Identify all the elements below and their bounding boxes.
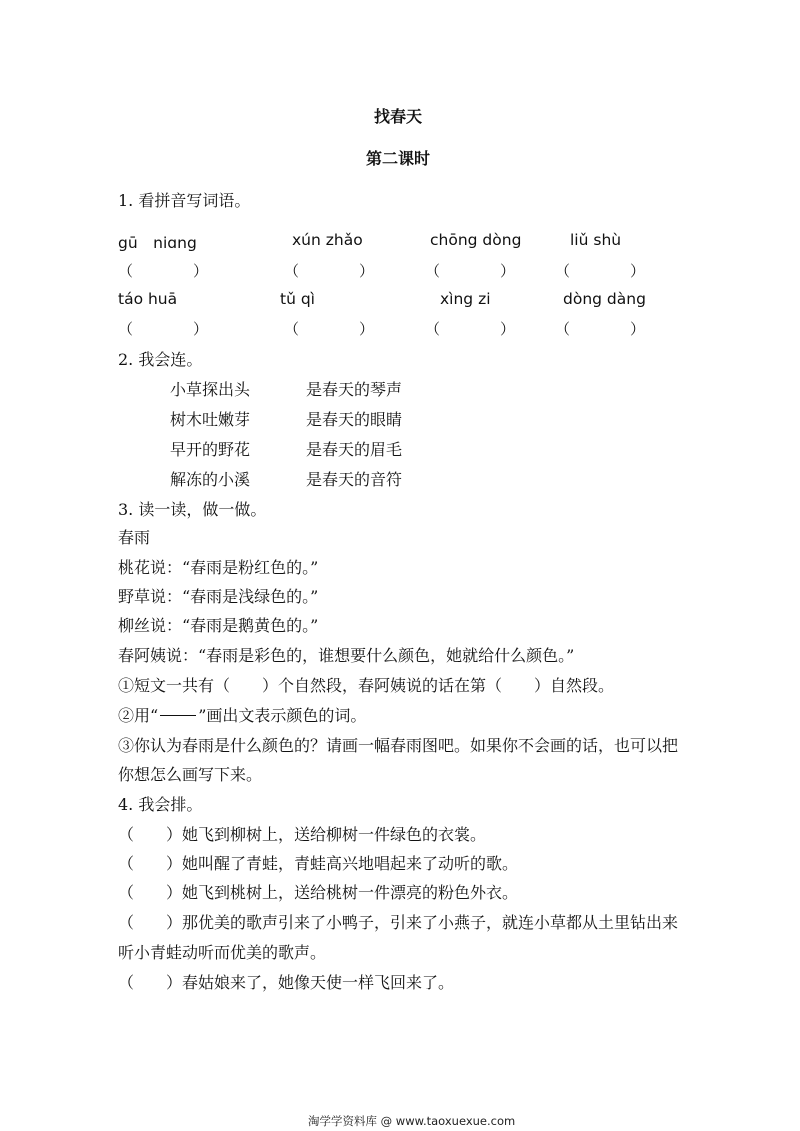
answer-blank-3[interactable]: （ ） [425,262,516,280]
match-right-2[interactable]: 是春天的眼睛 [306,410,403,429]
order-item-1[interactable]: （ ）她飞到柳树上，送给柳树一件绿色的衣裳。 [118,825,487,844]
pinyin-4: liǔ shù [570,231,622,249]
order-item-4[interactable]: （ ）那优美的歌声引来了小鸭子，引来了小燕子，就连小草都从土里钻出来 [118,913,679,932]
match-left-3[interactable]: 早开的野花 [170,440,251,459]
match-left-1[interactable]: 小草探出头 [170,380,251,399]
answer-blank-5[interactable]: （ ） [118,320,209,338]
answer-blank-6[interactable]: （ ） [284,320,375,338]
order-item-2[interactable]: （ ）她叫醒了青蛙，青蛙高兴地唱起来了动听的歌。 [118,854,519,873]
lesson-subtitle: 第二课时 [366,149,431,168]
passage-line-4: 春阿姨说：“春雨是彩色的，谁想要什么颜色，她就给什么颜色。” [118,646,575,665]
answer-blank-1[interactable]: （ ） [118,262,209,280]
order-item-4-continued: 听小青蛙动听而优美的歌声。 [118,943,327,962]
order-item-5[interactable]: （ ）春姑娘来了，她像天使一样飞回来了。 [118,973,455,992]
subquestion-3-line-2: 你想怎么画写下来。 [118,765,263,784]
passage-title: 春雨 [118,528,151,547]
passage-line-2: 野草说：“春雨是浅绿色的。” [118,587,319,606]
answer-blank-7[interactable]: （ ） [425,320,516,338]
pinyin-6: tǔ qì [280,290,315,308]
match-right-4[interactable]: 是春天的音符 [306,470,403,489]
subquestion-1: ①短文一共有（ ）个自然段，春阿姨说的话在第（ ）自然段。 [118,676,615,695]
pinyin-1: gū niɑng [118,234,197,252]
question-3-heading: 3. 读一读，做一做。 [118,500,267,519]
subquestion-2-before: ②用“ [118,706,159,725]
match-right-3[interactable]: 是春天的眉毛 [306,440,403,459]
question-4-heading: 4. 我会排。 [118,795,203,814]
pinyin-7: xìng zi [440,290,491,308]
question-2-heading: 2. 我会连。 [118,350,203,369]
underline-sample [160,715,196,716]
pinyin-2: xún zhǎo [292,231,363,249]
subquestion-3-line-1: ③你认为春雨是什么颜色的？请画一幅春雨图吧。如果你不会画的话，也可以把 [118,736,679,755]
passage-line-3: 柳丝说：“春雨是鹅黄色的。” [118,616,319,635]
order-item-3[interactable]: （ ）她飞到桃树上，送给桃树一件漂亮的粉色外衣。 [118,883,519,902]
pinyin-8: dòng dàng [563,290,646,308]
match-left-2[interactable]: 树木吐嫩芽 [170,410,251,429]
subquestion-2-after: ”画出文表示颜色的词。 [198,706,367,725]
footer-source: 淘学学资料库 @ www.taoxuexue.com [308,1114,516,1128]
match-left-4[interactable]: 解冻的小溪 [170,470,251,489]
question-1-heading: 1. 看拼音写词语。 [118,191,251,210]
passage-line-1: 桃花说：“春雨是粉红色的。” [118,558,319,577]
page-title: 找春天 [374,107,423,126]
pinyin-3: chōng dòng [430,231,522,249]
answer-blank-8[interactable]: （ ） [555,320,646,338]
answer-blank-2[interactable]: （ ） [284,262,375,280]
pinyin-5: táo huā [118,290,178,308]
match-right-1[interactable]: 是春天的琴声 [306,380,403,399]
subquestion-2 [118,703,366,726]
answer-blank-4[interactable]: （ ） [555,262,646,280]
